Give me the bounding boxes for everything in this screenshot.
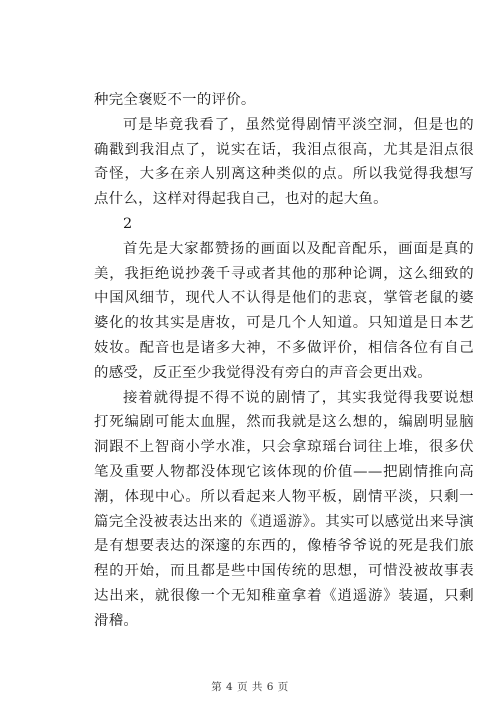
paragraph-tears: 可是毕竟我看了，虽然觉得剧情平淡空洞，但是也的确戳到我泪点了，说实在话，我泪点很高，尤其是泪点很奇怪，大多在亲人别离这种类似的点。所以我觉得我想写点什么，这样对得起我自己，也对的起大鱼。 [94,116,474,208]
paragraph-visuals-voice: 首先是大家都赞扬的画面以及配音配乐，画面是真的美，我拒绝说抄袭千寻或者其他的那种论调，这么细致的中国风细节，现代人不认得是他们的悲哀，掌管老鼠的婆婆化的妆其实是唐妆，可是几个人知道。只知道是日本艺妓妆。配音也是诸多大神，不多做评价，相信各位有自己的感受，反正至少我觉得没有旁白的声音会更出戏。 [94,240,474,381]
paragraph-continuation: 种完全褒贬不一的评价。 [94,92,256,108]
page-footer: 第 4 页 共 6 页 [211,681,289,693]
document-body [94,88,474,634]
paragraph-plot: 接着就得提不得不说的剧情了，其实我觉得我要说想打死编剧可能太血腥，然而我就是这么想的，编剧明显脑洞跟不上智商小学水准，只会拿琼瑶台词往上堆，很多伏笔及重要人物都没体现它该体现的价值——把剧情推向高潮，体现中心。所以看起来人物平板，剧情平淡，只剩一篇完全没被表达出来的《逍遥游》。其实可以感觉出来导演是有想要表达的深邃的东西的，像椿爷爷说的死是我们旅程的开始，而且都是些中国传统的思想，可惜没被故事表达出来，就很像一个无知稚童拿着《逍遥游》装逼，只剩滑稽。 [94,389,474,629]
section-number: 2 [123,215,133,232]
